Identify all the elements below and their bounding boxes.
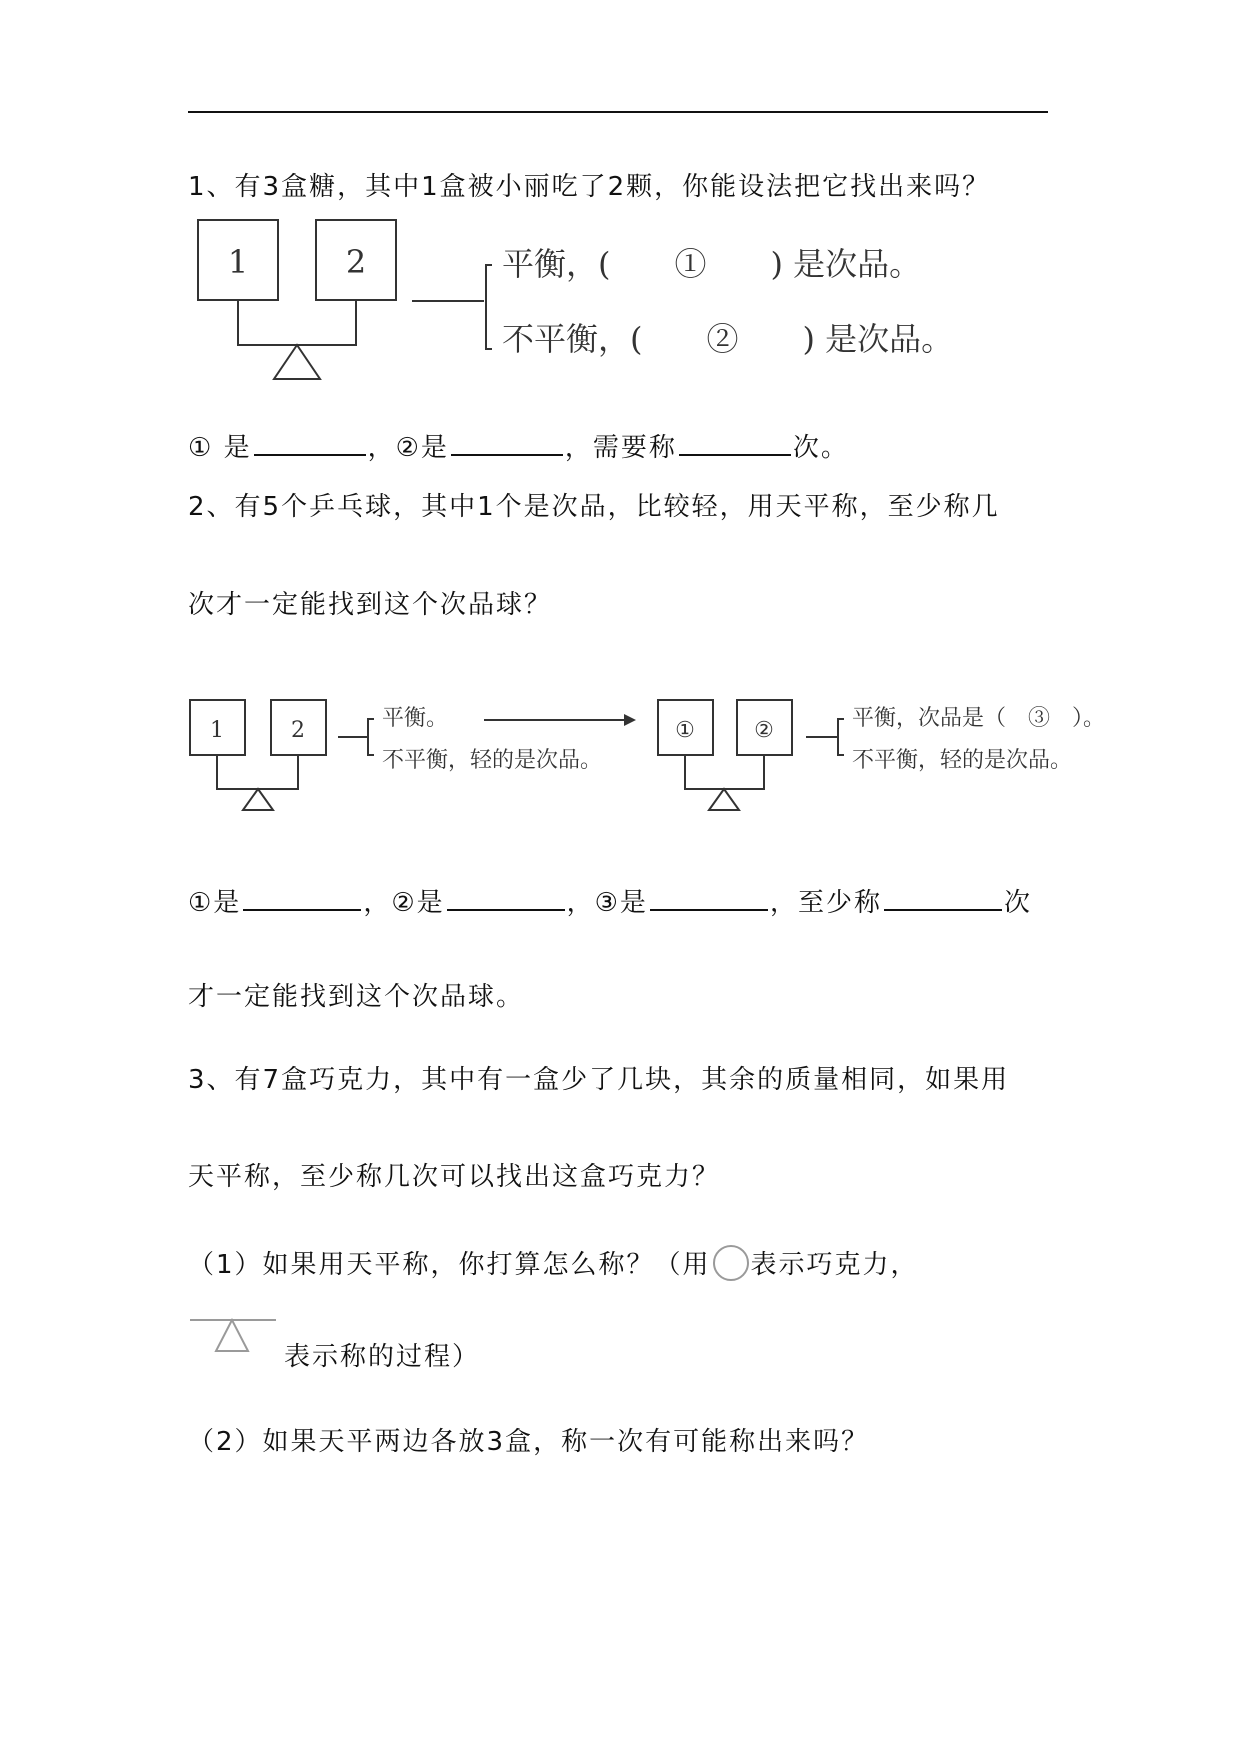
q1-text: 1、有3盒糖，其中1盒被小丽吃了2颗，你能设法把它找出来吗？: [188, 172, 991, 202]
q3-sub1-text-c: 表示称的过程）: [284, 1342, 481, 1372]
q1-balance-text: 平衡，( ① ) 是次品。: [502, 245, 922, 283]
q2-balance-beam-2: [685, 755, 764, 789]
q2-answer-part5: 次: [1003, 888, 1032, 918]
q3-sub1-text-b: 表示巧克力，: [750, 1250, 919, 1280]
q2-blank-2[interactable]: [447, 883, 565, 911]
q3-text-line1: 3、有7盒巧克力，其中有一盒少了几块，其余的质量相同，如果用: [188, 1065, 1010, 1095]
q1-answer-part2: ，②是: [367, 433, 449, 463]
q2-balance-beam-1: [217, 755, 298, 789]
q2-answer-line: [188, 883, 1032, 920]
q1-blank-2[interactable]: [451, 428, 563, 456]
q1-unbalance-text: 不平衡，( ② ) 是次品。: [502, 320, 954, 358]
q1-balance-beam: [238, 300, 356, 345]
q2-box-2-label: 2: [291, 718, 305, 743]
q2-box-3-label: ①: [675, 718, 695, 743]
q2-blank-4[interactable]: [884, 883, 1002, 911]
q2-text-line1: 2、有5个乒乓球，其中1个是次品，比较轻，用天平称，至少称几: [188, 492, 1000, 522]
q1-blank-3[interactable]: [679, 428, 791, 456]
q2-balance-text-1: 平衡。: [382, 706, 449, 731]
q2-text-line2: 次才一定能找到这个次品球？: [188, 590, 553, 620]
q2-box-4-label: ②: [754, 718, 774, 743]
scale-icon: [188, 1315, 278, 1360]
q2-blank-1[interactable]: [243, 883, 361, 911]
q2-box-1-label: 1: [210, 718, 224, 743]
q1-balance-figure: [190, 215, 1010, 390]
q1-answer-part1: ① 是: [188, 433, 252, 463]
q1-answer-part3: ，需要称: [564, 433, 677, 463]
q1-fulcrum: [274, 345, 320, 379]
q2-answer-part3: ，③是: [566, 888, 648, 918]
q2-answer-line2: 才一定能找到这个次品球。: [188, 982, 525, 1012]
q3-text-line2: 天平称，至少称几次可以找出这盒巧克力？: [188, 1162, 721, 1192]
q2-fulcrum-1: [243, 789, 273, 810]
q3-sub2-text: （2）如果天平两边各放3盒，称一次有可能称出来吗？: [188, 1427, 870, 1457]
q2-answer-part4: ，至少称: [769, 888, 882, 918]
q2-unbalance-text-2: 不平衡，轻的是次品。: [852, 748, 1073, 773]
q2-blank-3[interactable]: [650, 883, 768, 911]
q3-sub1-line: [188, 1245, 919, 1282]
q2-bracket-1: [368, 719, 374, 755]
q1-blank-1[interactable]: [254, 428, 366, 456]
q1-answer-line: [188, 428, 849, 465]
q1-bracket: [486, 265, 492, 349]
q2-arrow-head: [624, 714, 636, 726]
q2-answer-part2: ，②是: [363, 888, 445, 918]
q3-sub1-text-a: （1）如果用天平称，你打算怎么称？（用: [188, 1250, 711, 1280]
chocolate-circle-icon: [713, 1245, 749, 1281]
top-rule: [188, 111, 1048, 113]
q2-balance-figure: [188, 695, 1188, 815]
q1-box-1-label: 1: [227, 243, 249, 281]
q2-unbalance-text-1: 不平衡，轻的是次品。: [382, 748, 603, 773]
q2-balance-text-2: 平衡，次品是（ ③ ）。: [852, 706, 1106, 731]
q2-fulcrum-2: [709, 789, 739, 810]
q2-answer-part1: ①是: [188, 888, 242, 918]
q1-answer-part4: 次。: [792, 433, 849, 463]
q1-box-2-label: 2: [345, 243, 367, 281]
q2-bracket-2: [838, 719, 844, 755]
